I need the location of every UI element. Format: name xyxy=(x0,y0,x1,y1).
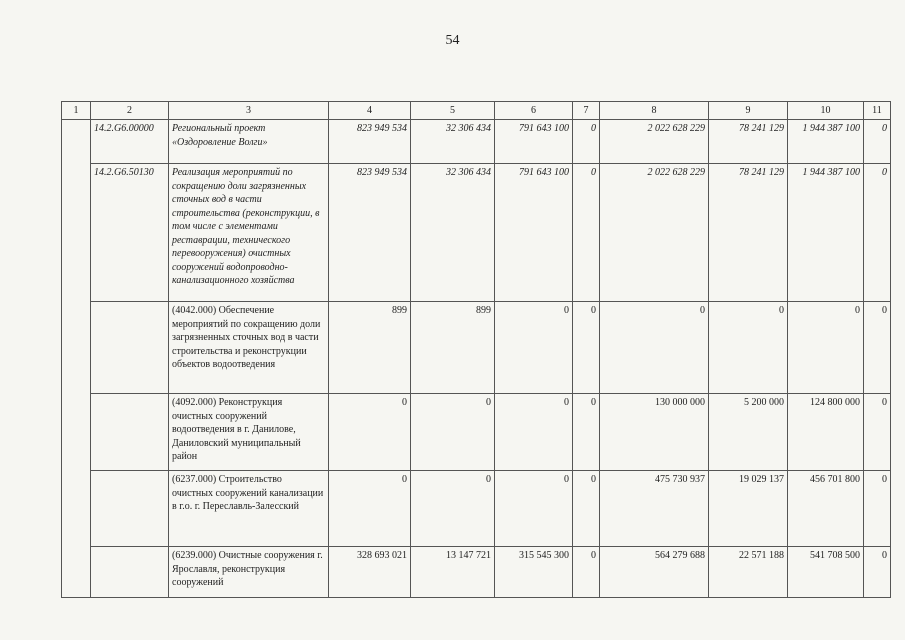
name-cell: (4042.000) Обеспечение мероприятий по сокращению доли загрязненных сточных вод в части строительства и реконструкции объектов водоотведения xyxy=(169,302,329,394)
table-row xyxy=(62,394,891,471)
value-cell: 2 022 628 229 xyxy=(600,164,709,302)
value-cell: 0 xyxy=(573,120,600,164)
value-cell: 0 xyxy=(411,394,495,471)
column-header: 6 xyxy=(495,102,573,120)
header-row xyxy=(62,102,891,120)
column-header: 4 xyxy=(329,102,411,120)
value-cell: 0 xyxy=(864,302,891,394)
value-cell: 0 xyxy=(329,394,411,471)
code-cell: 14.2.G6.00000 xyxy=(91,120,169,164)
budget-table xyxy=(61,101,891,598)
value-cell: 0 xyxy=(329,471,411,547)
table-row xyxy=(62,547,891,598)
table-row xyxy=(62,302,891,394)
table-row xyxy=(62,164,891,302)
column-header: 1 xyxy=(62,102,91,120)
value-cell: 0 xyxy=(573,164,600,302)
column-header: 2 xyxy=(91,102,169,120)
name-cell: Реализация мероприятий по сокращению доли загрязненных сточных вод в части строительства (реконструкции, в том числе с элементами реставрации, технического перевооружения) очистных сооружений водопроводно-канализационного хозяйства xyxy=(169,164,329,302)
value-cell: 78 241 129 xyxy=(709,164,788,302)
table-body xyxy=(62,120,891,598)
code-cell xyxy=(91,394,169,471)
value-cell: 0 xyxy=(600,302,709,394)
value-cell: 315 545 300 xyxy=(495,547,573,598)
value-cell: 32 306 434 xyxy=(411,120,495,164)
table-row xyxy=(62,120,891,164)
value-cell: 1 944 387 100 xyxy=(788,120,864,164)
column-header: 9 xyxy=(709,102,788,120)
value-cell: 328 693 021 xyxy=(329,547,411,598)
value-cell: 124 800 000 xyxy=(788,394,864,471)
value-cell: 2 022 628 229 xyxy=(600,120,709,164)
code-cell: 14.2.G6.50130 xyxy=(91,164,169,302)
value-cell: 0 xyxy=(495,471,573,547)
value-cell: 13 147 721 xyxy=(411,547,495,598)
code-cell xyxy=(91,302,169,394)
page-number: 54 xyxy=(445,33,460,48)
value-cell: 823 949 534 xyxy=(329,164,411,302)
name-cell: (6237.000) Строительство очистных сооружений канализации в г.о. г. Переславль-Залесский xyxy=(169,471,329,547)
value-cell: 0 xyxy=(788,302,864,394)
value-cell: 899 xyxy=(329,302,411,394)
name-cell: (6239.000) Очистные сооружения г. Ярославля, реконструкция сооружений xyxy=(169,547,329,598)
value-cell: 0 xyxy=(573,394,600,471)
value-cell: 22 571 188 xyxy=(709,547,788,598)
value-cell: 456 701 800 xyxy=(788,471,864,547)
column-header: 8 xyxy=(600,102,709,120)
code-cell xyxy=(91,547,169,598)
name-cell: Региональный проект «Оздоровление Волги» xyxy=(169,120,329,164)
value-cell: 0 xyxy=(864,394,891,471)
value-cell: 823 949 534 xyxy=(329,120,411,164)
value-cell: 0 xyxy=(864,164,891,302)
name-cell: (4092.000) Реконструкция очистных сооружений водоотведения в г. Данилове, Даниловский муниципальный район xyxy=(169,394,329,471)
column-header: 7 xyxy=(573,102,600,120)
value-cell: 0 xyxy=(864,120,891,164)
value-cell: 0 xyxy=(495,302,573,394)
value-cell: 78 241 129 xyxy=(709,120,788,164)
value-cell: 0 xyxy=(864,471,891,547)
column-header: 3 xyxy=(169,102,329,120)
column-header: 11 xyxy=(864,102,891,120)
value-cell: 899 xyxy=(411,302,495,394)
value-cell: 0 xyxy=(573,302,600,394)
value-cell: 541 708 500 xyxy=(788,547,864,598)
value-cell: 0 xyxy=(495,394,573,471)
value-cell: 130 000 000 xyxy=(600,394,709,471)
value-cell: 475 730 937 xyxy=(600,471,709,547)
code-cell xyxy=(91,471,169,547)
column-header: 5 xyxy=(411,102,495,120)
table-row xyxy=(62,471,891,547)
value-cell: 1 944 387 100 xyxy=(788,164,864,302)
value-cell: 0 xyxy=(709,302,788,394)
row-number-cell xyxy=(62,120,91,598)
value-cell: 791 643 100 xyxy=(495,164,573,302)
value-cell: 19 029 137 xyxy=(709,471,788,547)
value-cell: 0 xyxy=(573,471,600,547)
value-cell: 0 xyxy=(864,547,891,598)
value-cell: 0 xyxy=(573,547,600,598)
value-cell: 564 279 688 xyxy=(600,547,709,598)
value-cell: 0 xyxy=(411,471,495,547)
value-cell: 32 306 434 xyxy=(411,164,495,302)
column-header: 10 xyxy=(788,102,864,120)
value-cell: 5 200 000 xyxy=(709,394,788,471)
value-cell: 791 643 100 xyxy=(495,120,573,164)
